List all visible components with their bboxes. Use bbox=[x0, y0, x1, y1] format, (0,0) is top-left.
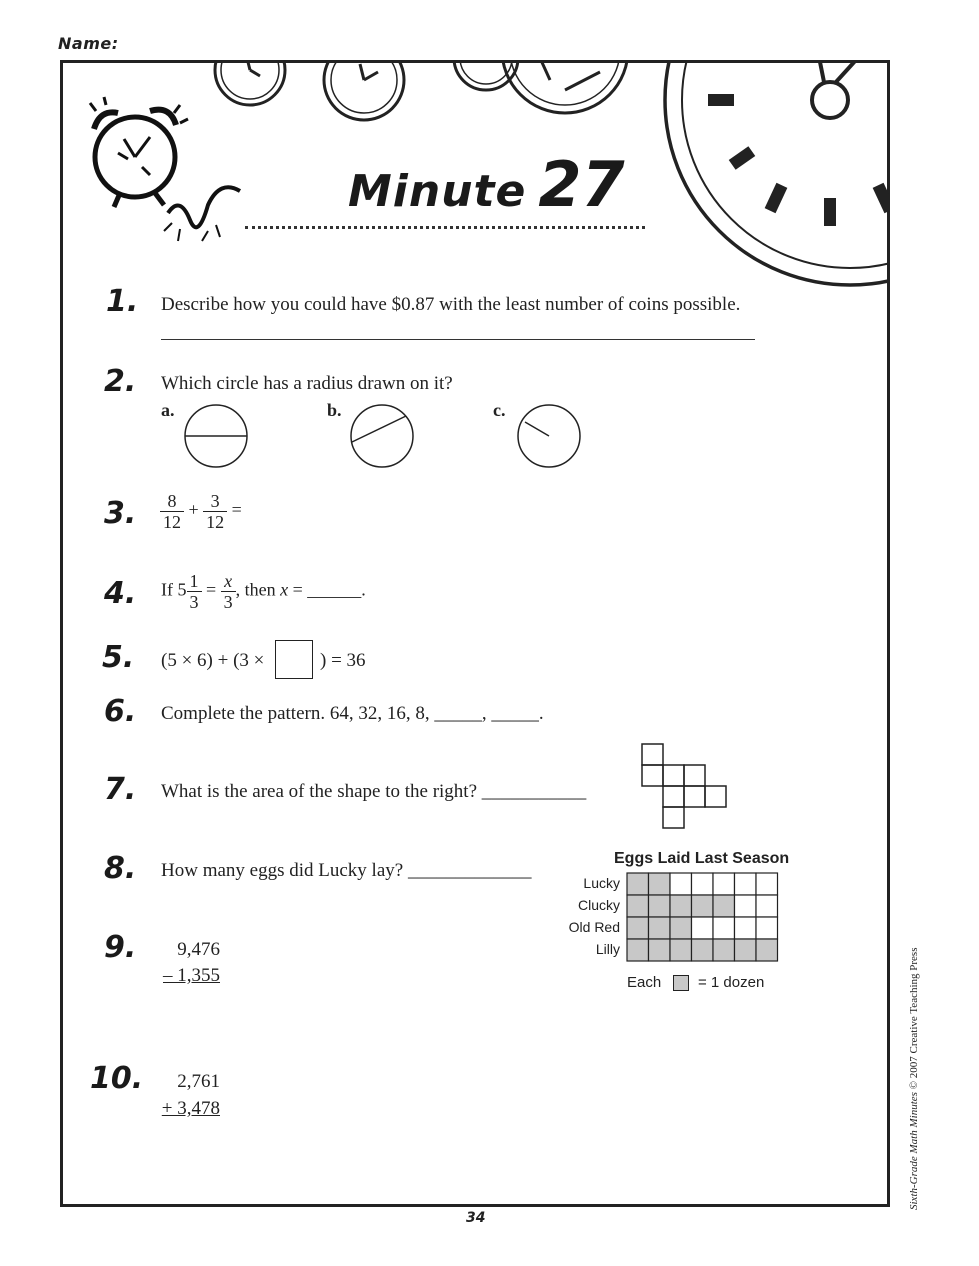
chart-cell-filled bbox=[670, 895, 692, 917]
question-4-number: 4. bbox=[104, 576, 137, 611]
circle-b bbox=[351, 405, 413, 467]
chart-cell-filled bbox=[627, 939, 649, 961]
question-8-number: 8. bbox=[104, 851, 137, 886]
chart-cell-filled bbox=[649, 873, 671, 895]
chart-cell-empty bbox=[756, 873, 778, 895]
chart-cell-filled bbox=[670, 917, 692, 939]
chart-cell-filled bbox=[627, 873, 649, 895]
chart-cell-empty bbox=[756, 917, 778, 939]
question-10-bottom: + 3,478 bbox=[161, 1098, 220, 1119]
question-9-top: 9,476 bbox=[177, 939, 220, 960]
chart-cell-empty bbox=[692, 917, 714, 939]
chart-key-each: Each bbox=[627, 974, 662, 991]
chart-row-label: Lilly bbox=[595, 941, 620, 957]
chart-cell-empty bbox=[713, 873, 735, 895]
question-6-text: Complete the pattern. 64, 32, 16, 8, _____, _____. bbox=[161, 703, 544, 724]
answer-box-5[interactable] bbox=[275, 640, 313, 679]
question-2-number: 2. bbox=[104, 364, 137, 399]
question-4-expression: If 5 $\frac{1}{3}$ = $\frac{x}{3}$ , then x = ______. bbox=[161, 571, 366, 612]
chart-cell-filled bbox=[756, 939, 778, 961]
circles-figure bbox=[180, 400, 590, 475]
chart-cell-filled bbox=[627, 917, 649, 939]
question-1-text: Describe how you could have $0.87 with the least number of coins possible. bbox=[161, 294, 741, 315]
chart-row-label: Old Red bbox=[568, 919, 620, 935]
title-word: Minute bbox=[348, 166, 527, 217]
question-1-number: 1. bbox=[106, 284, 139, 319]
question-5-left: (5 × 6) + (3 × bbox=[161, 650, 265, 671]
chart-cell-empty bbox=[713, 917, 735, 939]
alarm-clock-icon bbox=[80, 95, 250, 250]
chart-cell-empty bbox=[756, 895, 778, 917]
question-7-number: 7. bbox=[104, 772, 137, 807]
chart-cell-filled bbox=[735, 939, 757, 961]
title-dotted-rule bbox=[245, 226, 645, 229]
page-number: 34 bbox=[466, 1210, 486, 1226]
question-5-number: 5. bbox=[102, 640, 135, 675]
chart-cell-empty bbox=[692, 873, 714, 895]
name-label: Name: bbox=[58, 34, 119, 53]
chart-cell-filled bbox=[692, 895, 714, 917]
chart-cell-empty bbox=[735, 917, 757, 939]
chart-cell-filled bbox=[713, 895, 735, 917]
chart-cell-empty bbox=[735, 895, 757, 917]
chart-key-unit: = 1 dozen bbox=[698, 974, 765, 991]
question-3-number: 3. bbox=[104, 496, 137, 531]
page-title bbox=[348, 148, 625, 221]
chart-cell-filled bbox=[627, 895, 649, 917]
chart-cell-filled bbox=[649, 939, 671, 961]
option-a-label: a. bbox=[161, 400, 175, 420]
chart-cell-filled bbox=[670, 939, 692, 961]
answer-line-1[interactable] bbox=[161, 339, 755, 340]
chart-grid bbox=[626, 872, 780, 962]
chart-cell-empty bbox=[735, 873, 757, 895]
question-9-bottom: – 1,355 bbox=[163, 965, 220, 986]
question-5-right: ) = 36 bbox=[320, 650, 366, 671]
chart-cell-empty bbox=[670, 873, 692, 895]
title-number: 27 bbox=[538, 148, 625, 221]
chart-cell-filled bbox=[649, 917, 671, 939]
option-b-label: b. bbox=[327, 400, 342, 420]
area-shape-figure bbox=[641, 743, 729, 829]
question-7-text: What is the area of the shape to the right? ___________ bbox=[161, 781, 587, 802]
question-8-text: How many eggs did Lucky lay? _____________ bbox=[161, 860, 532, 881]
chart-cell-filled bbox=[692, 939, 714, 961]
question-3-expression: $\frac{8}{12}$ + $\frac{3}{12}$ = bbox=[160, 491, 242, 532]
credit-line: Sixth-Grade Math Minutes © 2007 Creative Teaching Press bbox=[908, 947, 920, 1210]
question-10-top: 2,761 bbox=[177, 1071, 220, 1092]
question-6-number: 6. bbox=[104, 694, 137, 729]
question-2-text: Which circle has a radius drawn on it? bbox=[161, 373, 453, 394]
question-9-number: 9. bbox=[104, 930, 137, 965]
chart-key-swatch bbox=[673, 975, 689, 991]
chart-cell-filled bbox=[649, 895, 671, 917]
chart-row-label: Clucky bbox=[577, 897, 620, 913]
eggs-chart bbox=[560, 848, 800, 998]
chart-cell-filled bbox=[713, 939, 735, 961]
question-10-number: 10. bbox=[90, 1061, 144, 1096]
chart-title: Eggs Laid Last Season bbox=[614, 850, 790, 867]
option-c-label: c. bbox=[493, 400, 506, 420]
chart-row-label: Lucky bbox=[583, 875, 620, 891]
